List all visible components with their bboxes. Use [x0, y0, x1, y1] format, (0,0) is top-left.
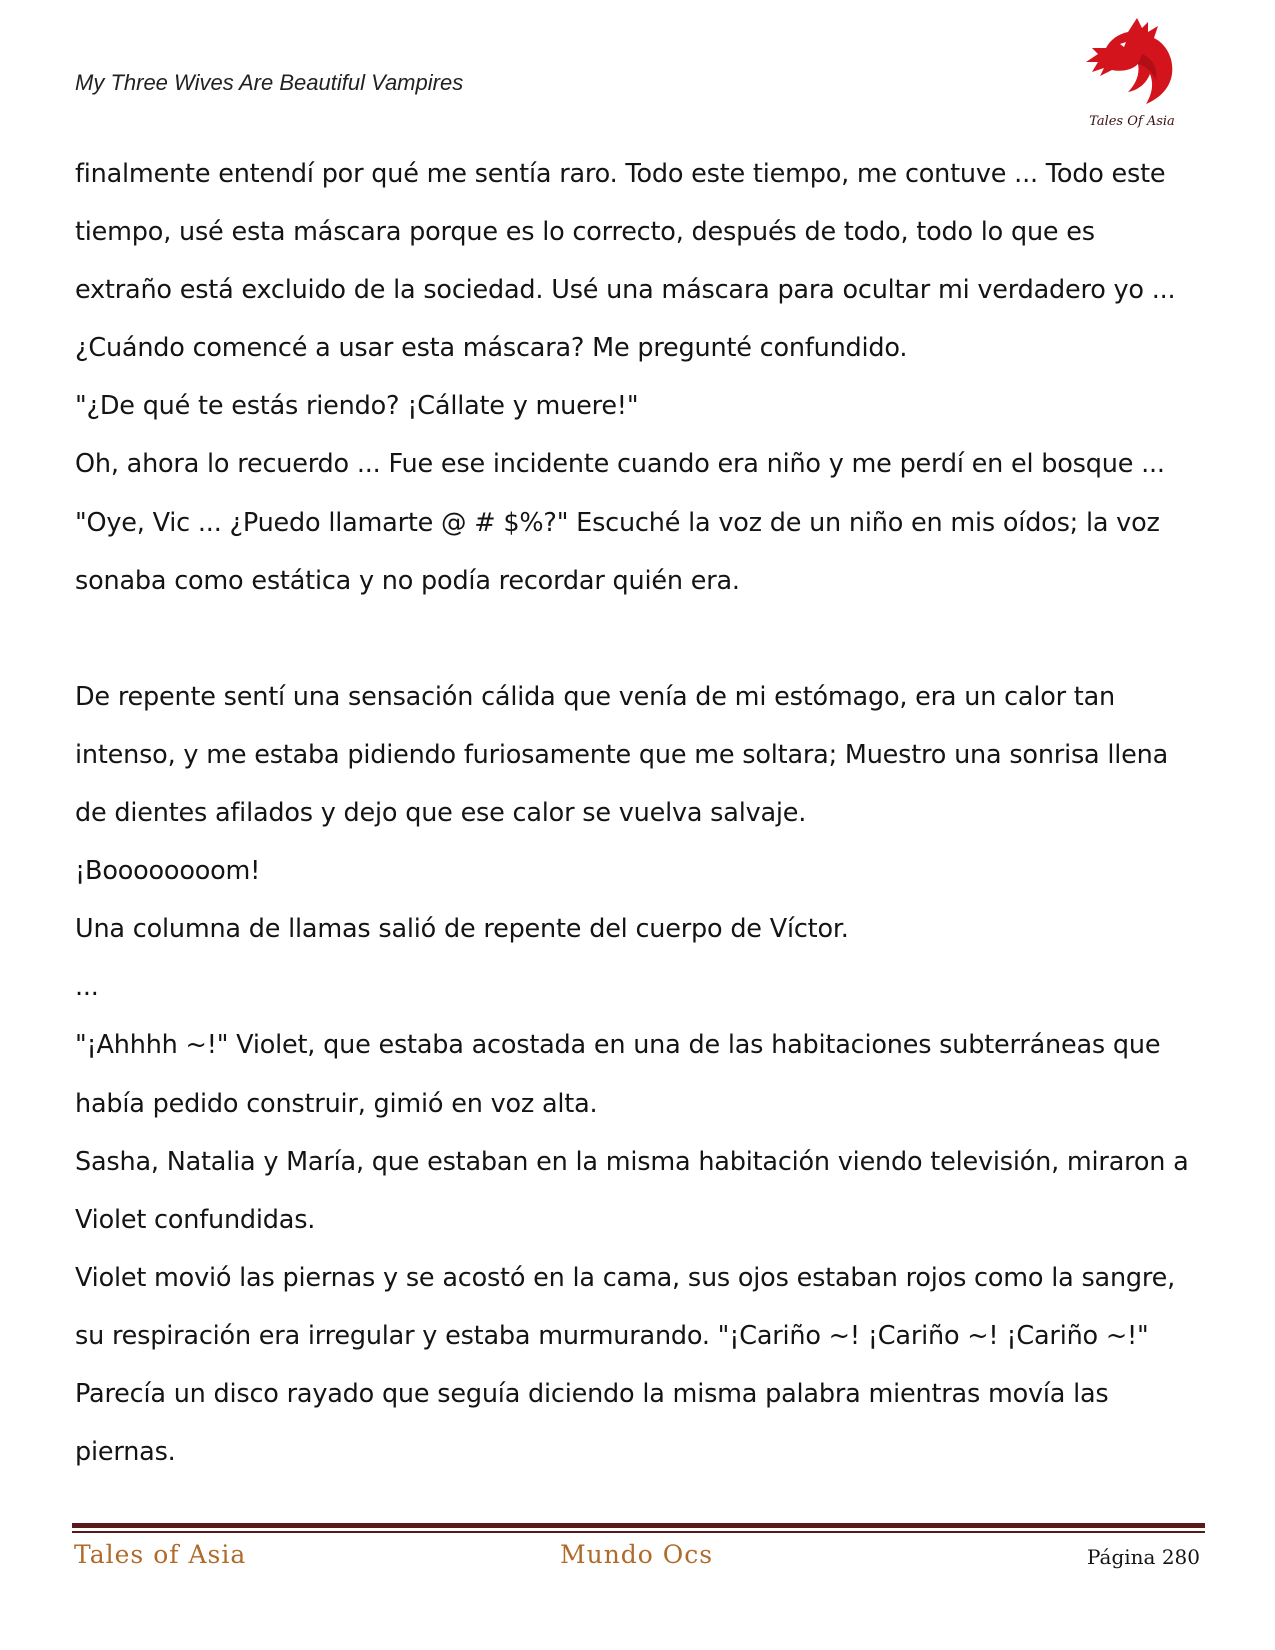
book-title-header: My Three Wives Are Beautiful Vampires	[75, 70, 464, 95]
footer-divider-thick	[72, 1523, 1205, 1528]
footer-group-name: Mundo Ocs	[560, 1540, 714, 1569]
body-line: de dientes afilados y dejo que ese calor se vuelva salvaje.	[75, 798, 807, 829]
footer-site-name: Tales of Asia	[74, 1540, 247, 1569]
body-line: su respiración era irregular y estaba murmurando. "¡Cariño ~! ¡Cariño ~! ¡Cariño ~!"	[75, 1320, 1149, 1351]
paragraph-spacer	[75, 610, 1215, 668]
body-line: "¡Ahhhh ~!" Violet, que estaba acostada en una de las habitaciones subterráneas que	[75, 1030, 1161, 1061]
chapter-body	[75, 145, 1215, 1481]
logo-caption: Tales Of Asia	[1089, 114, 1175, 129]
body-line: Oh, ahora lo recuerdo ... Fue ese incidente cuando era niño y me perdí en el bosque ...	[75, 449, 1165, 480]
body-line: había pedido construir, gimió en voz alta.	[75, 1088, 598, 1119]
page-number: Página 280	[1086, 1545, 1200, 1569]
body-line: ¿Cuándo comencé a usar esta máscara? Me pregunté confundido.	[75, 333, 908, 364]
red-dragon-icon	[1082, 14, 1182, 114]
body-line: "¿De qué te estás riendo? ¡Cállate y muere!"	[75, 391, 639, 422]
body-line: extraño está excluido de la sociedad. Usé una máscara para ocultar mi verdadero yo ...	[75, 275, 1176, 306]
footer-divider-thin	[72, 1531, 1205, 1533]
body-line: Una columna de llamas salió de repente del cuerpo de Víctor.	[75, 914, 849, 945]
body-line: Sasha, Natalia y María, que estaban en la misma habitación viendo televisión, miraron a	[75, 1146, 1189, 1177]
body-line: De repente sentí una sensación cálida que venía de mi estómago, era un calor tan	[75, 681, 1115, 712]
body-line: "Oye, Vic ... ¿Puedo llamarte @ # $%?" Escuché la voz de un niño en mis oídos; la voz	[75, 507, 1160, 538]
body-line: tiempo, usé esta máscara porque es lo correcto, después de todo, todo lo que es	[75, 217, 1095, 248]
body-line: finalmente entendí por qué me sentía raro. Todo este tiempo, me contuve ... Todo este	[75, 159, 1166, 189]
body-line: Parecía un disco rayado que seguía diciendo la misma palabra mientras movía las	[75, 1378, 1109, 1409]
body-line: ¡Boooooooom!	[75, 856, 261, 887]
body-line: sonaba como estática y no podía recordar quién era.	[75, 565, 740, 596]
body-line: Violet confundidas.	[75, 1204, 316, 1235]
body-line: ...	[75, 972, 99, 1003]
body-line: Violet movió las piernas y se acostó en la cama, sus ojos estaban rojos como la sangre,	[75, 1262, 1176, 1293]
body-line: intenso, y me estaba pidiendo furiosamente que me soltara; Muestro una sonrisa llena	[75, 739, 1169, 770]
body-line: piernas.	[75, 1437, 176, 1468]
tales-of-asia-logo	[1082, 14, 1182, 136]
